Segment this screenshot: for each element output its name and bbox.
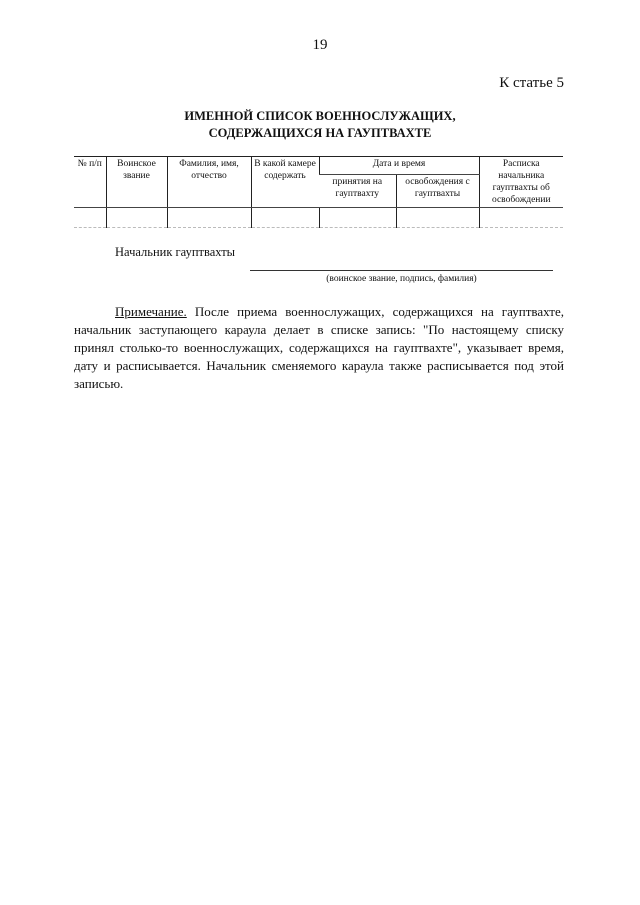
header-date-time: Дата и время — [319, 157, 479, 175]
table-cell — [106, 208, 167, 228]
header-full-name: Фамилия, имя, отчество — [167, 157, 251, 208]
table-cell — [396, 208, 479, 228]
title-line-1: ИМЕННОЙ СПИСОК ВОЕННОСЛУЖАЩИХ, — [184, 109, 456, 123]
header-accepted: принятия на гауптвахту — [319, 175, 396, 208]
title-line-2: СОДЕРЖАЩИХСЯ НА ГАУПТВАХТЕ — [208, 126, 432, 140]
header-cell: В какой камере содержать — [251, 157, 319, 208]
header-released: освобождения с гауптвахты — [396, 175, 479, 208]
table-cell — [479, 208, 563, 228]
detainee-list-table — [74, 156, 563, 228]
page-number: 19 — [312, 37, 328, 53]
note-paragraph — [74, 303, 564, 393]
header-number: № п/п — [74, 157, 106, 208]
table-row — [74, 208, 563, 228]
table-cell — [319, 208, 396, 228]
header-receipt: Расписка начальника гауптвахты об освобождении — [479, 157, 563, 208]
note-label: Примечание. — [115, 304, 187, 319]
header-rank: Воинское звание — [106, 157, 167, 208]
article-reference: К статье 5 — [499, 75, 564, 91]
table-cell — [251, 208, 319, 228]
signature-line — [250, 270, 553, 271]
table-cell — [74, 208, 106, 228]
table-cell — [167, 208, 251, 228]
note-text: После приема военнослужащих, содержащихся на гауптвахте, начальник заступающего караула делает в списке запись: "По настоящему списку принял столько-то военнослужащих, содержащихся на гауптвахте", указывает время, дату и расписывается. Начальник сменяемого караула также расписывается под этой записью. — [74, 304, 564, 391]
signature-caption: (воинское звание, подпись, фамилия) — [326, 274, 477, 284]
chief-label: Начальник гауптвахты — [115, 245, 236, 259]
document-title — [0, 108, 640, 142]
